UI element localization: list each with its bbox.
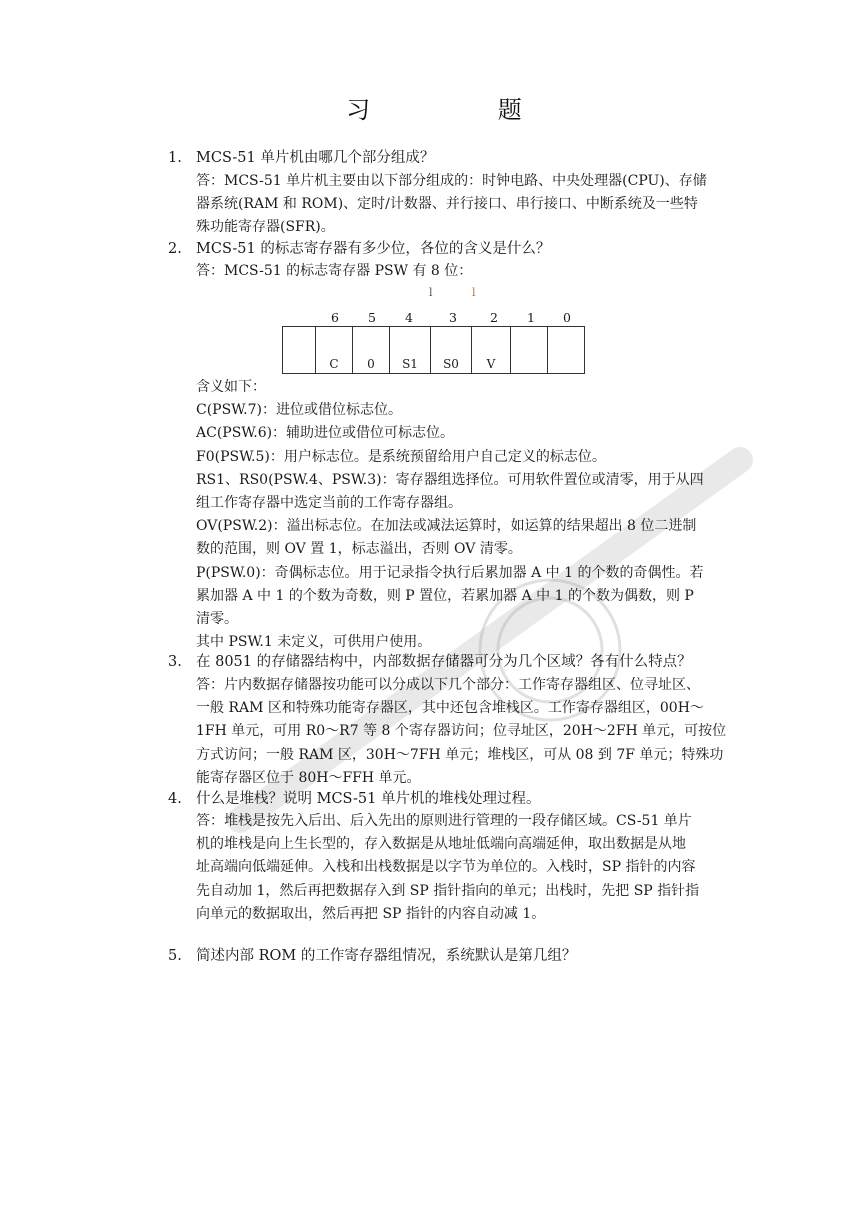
answer-line: 能寄存器区位于 80H～FFH 单元。 <box>196 769 421 786</box>
bit-number: 6 <box>331 310 339 325</box>
bit-number: 0 <box>563 310 571 325</box>
psw-cell-0: 0 <box>353 327 390 374</box>
meaning-line: RS1、RS0(PSW.4、PSW.3)：寄存器组选择位。可用软件置位或清零，用于从四 <box>196 471 704 488</box>
meaning-line: 组工作寄存器中选定当前的工作寄存器组。 <box>196 495 462 512</box>
psw-cell-bit7 <box>283 327 316 374</box>
psw-bit-table <box>282 326 585 374</box>
question-number: 2. <box>168 241 182 257</box>
answer-1 <box>196 170 736 240</box>
meaning-line: 数的范围，则 OV 置 1，标志溢出，否则 OV 清零。 <box>196 541 522 558</box>
question-number: 1. <box>168 150 182 166</box>
answer-line: 答：片内数据存储器按功能可以分成以下几个部分：工作寄存器组区、位寻址区、 <box>196 677 700 693</box>
bit-tick-mark: l <box>429 286 433 299</box>
question-text: 简述内部 ROM 的工作寄存器组情况，系统默认是第几组？ <box>196 948 577 964</box>
psw-cell-bit0 <box>548 327 585 374</box>
answer-line: 器系统(RAM 和 ROM)、定时/计数器、并行接口、串行接口、中断系统及一些特 <box>196 196 698 213</box>
bit-number: 4 <box>405 310 413 325</box>
answer-line: 址高端向低端延伸。入栈和出栈数据是以字节为单位的。入栈时，SP 指针的内容 <box>196 859 696 876</box>
meaning-line: AC(PSW.6)：辅助进位或借位可标志位。 <box>196 425 455 442</box>
psw-cell-bit1 <box>511 327 548 374</box>
answer-line: 答：MCS-51 单片机主要由以下部分组成的：时钟电路、中央处理器(CPU)、存储 <box>196 173 707 189</box>
question-text: MCS-51 单片机由哪几个部分组成？ <box>196 150 435 166</box>
answer-line: 答：MCS-51 的标志寄存器 PSW 有 8 位： <box>196 263 473 279</box>
psw-cell-s0: S0 <box>431 327 472 374</box>
meaning-title: 含义如下： <box>196 379 266 395</box>
psw-register-diagram <box>282 286 586 376</box>
answer-4 <box>196 810 736 926</box>
answer-2-meaning <box>196 376 736 654</box>
psw-bit-row <box>283 327 585 374</box>
psw-cell-c: C <box>316 327 353 374</box>
bit-tick-mark: l <box>472 286 476 299</box>
question-text: 在 8051 的存储器结构中，内部数据存储器可分为几个区域？各有什么特点？ <box>196 654 692 670</box>
meaning-line: 累加器 A 中 1 的个数为奇数，则 P 置位，若累加器 A 中 1 的个数为偶数，则 P <box>196 587 694 604</box>
answer-2-intro <box>196 260 736 283</box>
psw-cell-v: V <box>472 327 511 374</box>
bit-number: 1 <box>527 310 535 325</box>
question-number: 4. <box>168 791 182 807</box>
answer-line: 答：堆栈是按先入后出、后入先出的原则进行管理的一段存储区域。CS-51 单片 <box>196 813 692 829</box>
meaning-line: F0(PSW.5)：用户标志位。是系统预留给用户自己定义的标志位。 <box>196 448 606 465</box>
meaning-line: P(PSW.0)：奇偶标志位。用于记录指令执行后累加器 A 中 1 的个数的奇偶性。若 <box>196 564 704 581</box>
question-text: 什么是堆栈？说明 MCS-51 单片机的堆栈处理过程。 <box>196 791 541 807</box>
answer-line: 机的堆栈是向上生长型的，存入数据是从地址低端向高端延伸，取出数据是从地 <box>196 836 686 853</box>
bit-number: 3 <box>449 310 457 325</box>
answer-3 <box>196 674 736 790</box>
bit-number: 2 <box>490 310 498 325</box>
bit-number: 5 <box>368 310 376 325</box>
question-text: MCS-51 的标志寄存器有多少位，各位的含义是什么？ <box>196 241 551 257</box>
answer-line: 方式访问；一般 RAM 区，30H～7FH 单元；堆栈区，可从 08 到 7F 单元；特殊功 <box>196 746 724 763</box>
question-number: 5. <box>168 948 182 964</box>
question-number: 3. <box>168 654 182 670</box>
answer-line: 向单元的数据取出，然后再把 SP 指针的内容自动减 1。 <box>196 905 546 922</box>
page-title: 习 题 <box>346 96 582 124</box>
answer-line: 1FH 单元，可用 R0～R7 等 8 个寄存器访问；位寻址区，20H～2FH 单元，可按位 <box>196 723 727 740</box>
answer-line: 一般 RAM 区和特殊功能寄存器区，其中还包含堆栈区。工作寄存器组区，00H～ <box>196 700 704 717</box>
answer-line: 殊功能寄存器(SFR)。 <box>196 219 335 236</box>
meaning-line: 其中 PSW.1 未定义，可供用户使用。 <box>196 634 432 651</box>
meaning-line: 清零。 <box>196 611 238 628</box>
answer-line: 先自动加 1，然后再把数据存入到 SP 指针指向的单元；出栈时，先把 SP 指针指 <box>196 882 700 899</box>
meaning-line: C(PSW.7)：进位或借位标志位。 <box>196 402 402 419</box>
meaning-line: OV(PSW.2)：溢出标志位。在加法或减法运算时，如运算的结果超出 8 位二进制 <box>196 518 697 535</box>
psw-cell-s1: S1 <box>390 327 431 374</box>
